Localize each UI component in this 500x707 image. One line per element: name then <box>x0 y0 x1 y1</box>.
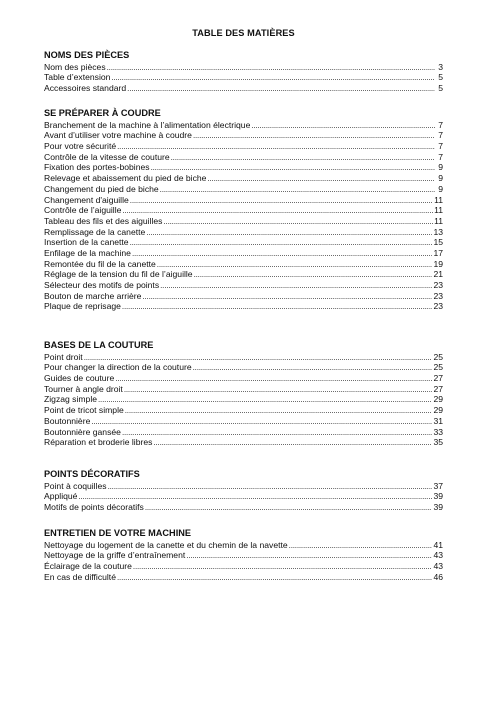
toc-entry-page-number: 29 <box>433 394 443 405</box>
toc-entry-page-number: 11 <box>434 215 443 226</box>
toc-entry-page-number: 19 <box>433 258 443 269</box>
dot-leader <box>132 249 432 260</box>
toc-entry[interactable] <box>44 62 443 73</box>
toc-section-points-decoratifs <box>44 469 443 513</box>
toc-entry-label: Remontée du fil de la canette <box>44 258 156 269</box>
toc-entry[interactable] <box>44 259 443 270</box>
dot-leader <box>163 217 433 228</box>
dot-leader <box>122 302 433 313</box>
toc-section-bases-de-la-couture <box>44 340 443 448</box>
toc-entry[interactable] <box>44 248 443 259</box>
dot-leader <box>122 206 433 217</box>
toc-entry-label: Motifs de points décoratifs <box>44 502 144 513</box>
toc-entry-page-number: 11 <box>434 194 443 205</box>
toc-entry[interactable] <box>44 130 443 141</box>
toc-entry-label: Boutonnière <box>44 415 91 426</box>
toc-entry[interactable] <box>44 237 443 248</box>
toc-entry-page-number: 39 <box>433 502 443 513</box>
toc-entry-page-number: 23 <box>433 290 443 301</box>
dot-leader <box>124 385 433 396</box>
toc-entry[interactable] <box>44 72 443 83</box>
toc-entry-label: Avant d’utiliser votre machine à coudre <box>44 130 192 141</box>
toc-entry-label: Bouton de marche arrière <box>44 290 142 301</box>
toc-entry-page-number: 43 <box>433 561 443 572</box>
toc-entry-label: Relevage et abaissement du pied de biche <box>44 173 207 184</box>
toc-entry-page-number: 37 <box>433 480 443 491</box>
dot-leader <box>157 260 433 271</box>
dot-leader <box>160 185 435 196</box>
toc-entry-label: Remplissage de la canette <box>44 226 146 237</box>
toc-entry[interactable] <box>44 384 443 395</box>
dot-leader <box>130 196 433 207</box>
toc-entry-label: Tourner à angle droit <box>44 383 123 394</box>
dot-leader <box>193 131 435 142</box>
toc-entry[interactable] <box>44 141 443 152</box>
toc-entry-page-number: 7 <box>438 141 443 152</box>
dot-leader <box>117 573 432 584</box>
toc-entry-page-number: 33 <box>433 426 443 437</box>
toc-entry-label: Pour changer la direction de la couture <box>44 362 192 373</box>
toc-entry-label: Plaque de reprisage <box>44 301 121 312</box>
toc-entry[interactable] <box>44 227 443 238</box>
dot-leader <box>115 374 432 385</box>
toc-entry[interactable] <box>44 373 443 384</box>
toc-entry-label: Point à coquilles <box>44 480 107 491</box>
toc-entry-page-number: 9 <box>438 162 443 173</box>
dot-leader <box>111 73 435 84</box>
toc-entry-label: Réparation et broderie libres <box>44 437 153 448</box>
toc-entry-page-number: 46 <box>433 571 443 582</box>
dot-leader <box>108 482 433 493</box>
toc-entry[interactable] <box>44 173 443 184</box>
toc-entry-page-number: 7 <box>438 119 443 130</box>
toc-entry[interactable] <box>44 362 443 373</box>
dot-leader <box>193 363 433 374</box>
toc-section-noms-des-pieces <box>44 50 443 94</box>
toc-entry-label: Contrôle de l’aiguille <box>44 205 122 216</box>
toc-section-entretien-de-votre-machine <box>44 528 443 582</box>
toc-entry-label: Changement du pied de biche <box>44 183 159 194</box>
toc-entry[interactable] <box>44 195 443 206</box>
toc-entry-label: En cas de difficulté <box>44 571 116 582</box>
toc-entry-page-number: 31 <box>433 415 443 426</box>
toc-entry-label: Insertion de la canette <box>44 237 129 248</box>
toc-section-se-preparer-a-coudre <box>44 108 443 312</box>
toc-entry-page-number: 17 <box>433 247 443 258</box>
toc-entry-label: Guides de couture <box>44 373 115 384</box>
toc-entry-label: Accessoires standard <box>44 83 127 94</box>
toc-entry-page-number: 25 <box>433 362 443 373</box>
toc-entry-label: Sélecteur des motifs de points <box>44 280 160 290</box>
toc-entry-label: Nettoyage de la griffe d’entraînement <box>44 550 186 561</box>
toc-entry-label: Appliqué <box>44 491 78 502</box>
toc-entry-page-number: 7 <box>438 151 443 162</box>
toc-entry[interactable] <box>44 152 443 163</box>
toc-entry-label: Tableau des fils et des aiguilles <box>44 215 163 226</box>
toc-entry[interactable] <box>44 301 443 312</box>
toc-entry-label: Point de tricot simple <box>44 405 124 416</box>
toc-entry-page-number: 13 <box>433 226 443 237</box>
toc-entry-page-number: 39 <box>433 491 443 502</box>
toc-entry[interactable] <box>44 291 443 302</box>
toc-entry[interactable] <box>44 491 443 502</box>
dot-leader <box>130 238 433 249</box>
toc-entry[interactable] <box>44 481 443 492</box>
dot-leader <box>146 228 432 239</box>
toc-entry-page-number: 5 <box>438 83 443 94</box>
toc-entry-page-number: 9 <box>438 173 443 184</box>
toc-entry[interactable] <box>44 405 443 416</box>
toc-entry[interactable] <box>44 437 443 448</box>
toc-entry[interactable] <box>44 416 443 427</box>
dot-leader <box>186 551 432 562</box>
toc-entry[interactable] <box>44 83 443 94</box>
toc-entry[interactable] <box>44 502 443 513</box>
dot-leader <box>160 281 432 292</box>
toc-entry-label: Contrôle de la vitesse de couture <box>44 151 170 162</box>
dot-leader <box>127 84 435 95</box>
toc-entry-label: Nettoyage du logement de la canette et du chemin de la navette <box>44 539 288 550</box>
toc-entry-page-number: 43 <box>433 550 443 561</box>
toc-entry[interactable] <box>44 561 443 572</box>
section-heading: SE PRÉPARER À COUDRE <box>44 108 161 118</box>
toc-entry-page-number: 27 <box>433 373 443 384</box>
dot-leader <box>153 438 432 449</box>
page-title: TABLE DES MATIÈRES <box>192 28 295 38</box>
toc-entry[interactable] <box>44 280 443 291</box>
toc-entry-page-number: 21 <box>433 269 443 280</box>
toc-entry-label: Boutonnière gansée <box>44 426 121 437</box>
toc-entry-page-number: 15 <box>433 237 443 248</box>
toc-entry-label: Point droit <box>44 351 83 362</box>
toc-entry-label: Pour votre sécurité <box>44 141 117 152</box>
toc-entry-page-number: 35 <box>433 437 443 448</box>
toc-entry-page-number: 9 <box>438 183 443 194</box>
toc-entry[interactable] <box>44 427 443 438</box>
dot-leader <box>98 395 432 406</box>
toc-entry-label: Réglage de la tension du fil de l’aiguille <box>44 269 193 280</box>
toc-entry-label: Nom des pièces <box>44 61 106 72</box>
toc-entry-page-number: 7 <box>438 130 443 141</box>
toc-entry-page-number: 29 <box>433 405 443 416</box>
dot-leader <box>251 121 435 132</box>
toc-entry-page-number: 23 <box>433 301 443 312</box>
dot-leader <box>91 417 432 428</box>
dot-leader <box>207 174 435 185</box>
toc-entry-page-number: 25 <box>433 351 443 362</box>
toc-entry[interactable] <box>44 352 443 363</box>
section-heading: BASES DE LA COUTURE <box>44 340 154 350</box>
dot-leader <box>194 270 433 281</box>
dot-leader <box>107 63 435 74</box>
toc-entry-label: Table d’extension <box>44 72 111 83</box>
section-heading: POINTS DÉCORATIFS <box>44 469 140 479</box>
toc-entry[interactable] <box>44 394 443 405</box>
dot-leader <box>171 153 435 164</box>
toc-entry-page-number: 41 <box>433 539 443 550</box>
toc-entry[interactable] <box>44 120 443 131</box>
dot-leader <box>145 503 433 514</box>
dot-leader <box>133 562 433 573</box>
toc-entry-label: Changement d'aiguille <box>44 194 129 205</box>
toc-entry-page-number: 23 <box>433 280 443 290</box>
toc-entry-label: Branchement de la machine à l’alimentation électrique <box>44 119 251 130</box>
toc-entry[interactable] <box>44 162 443 173</box>
toc-entry-label: Enfilage de la machine <box>44 247 131 258</box>
toc-entry[interactable] <box>44 540 443 551</box>
dot-leader <box>289 541 433 552</box>
toc-entry-page-number: 11 <box>434 205 443 216</box>
toc-entry[interactable] <box>44 269 443 280</box>
toc-entry[interactable] <box>44 205 443 216</box>
section-heading: NOMS DES PIÈCES <box>44 50 130 60</box>
toc-entry[interactable] <box>44 550 443 561</box>
section-heading: ENTRETIEN DE VOTRE MACHINE <box>44 528 192 538</box>
toc-entry-page-number: 3 <box>438 61 443 72</box>
toc-entry[interactable] <box>44 184 443 195</box>
toc-entry-label: Éclairage de la couture <box>44 561 132 572</box>
toc-entry-label: Zigzag simple <box>44 394 98 405</box>
toc-entry-page-number: 27 <box>433 383 443 394</box>
toc-entry-label: Fixation des portes-bobines <box>44 162 150 173</box>
toc-entry[interactable] <box>44 216 443 227</box>
dot-leader <box>122 428 433 439</box>
dot-leader <box>142 292 432 303</box>
toc-entry-page-number: 5 <box>438 72 443 83</box>
toc-entry[interactable] <box>44 572 443 583</box>
dot-leader <box>125 406 433 417</box>
